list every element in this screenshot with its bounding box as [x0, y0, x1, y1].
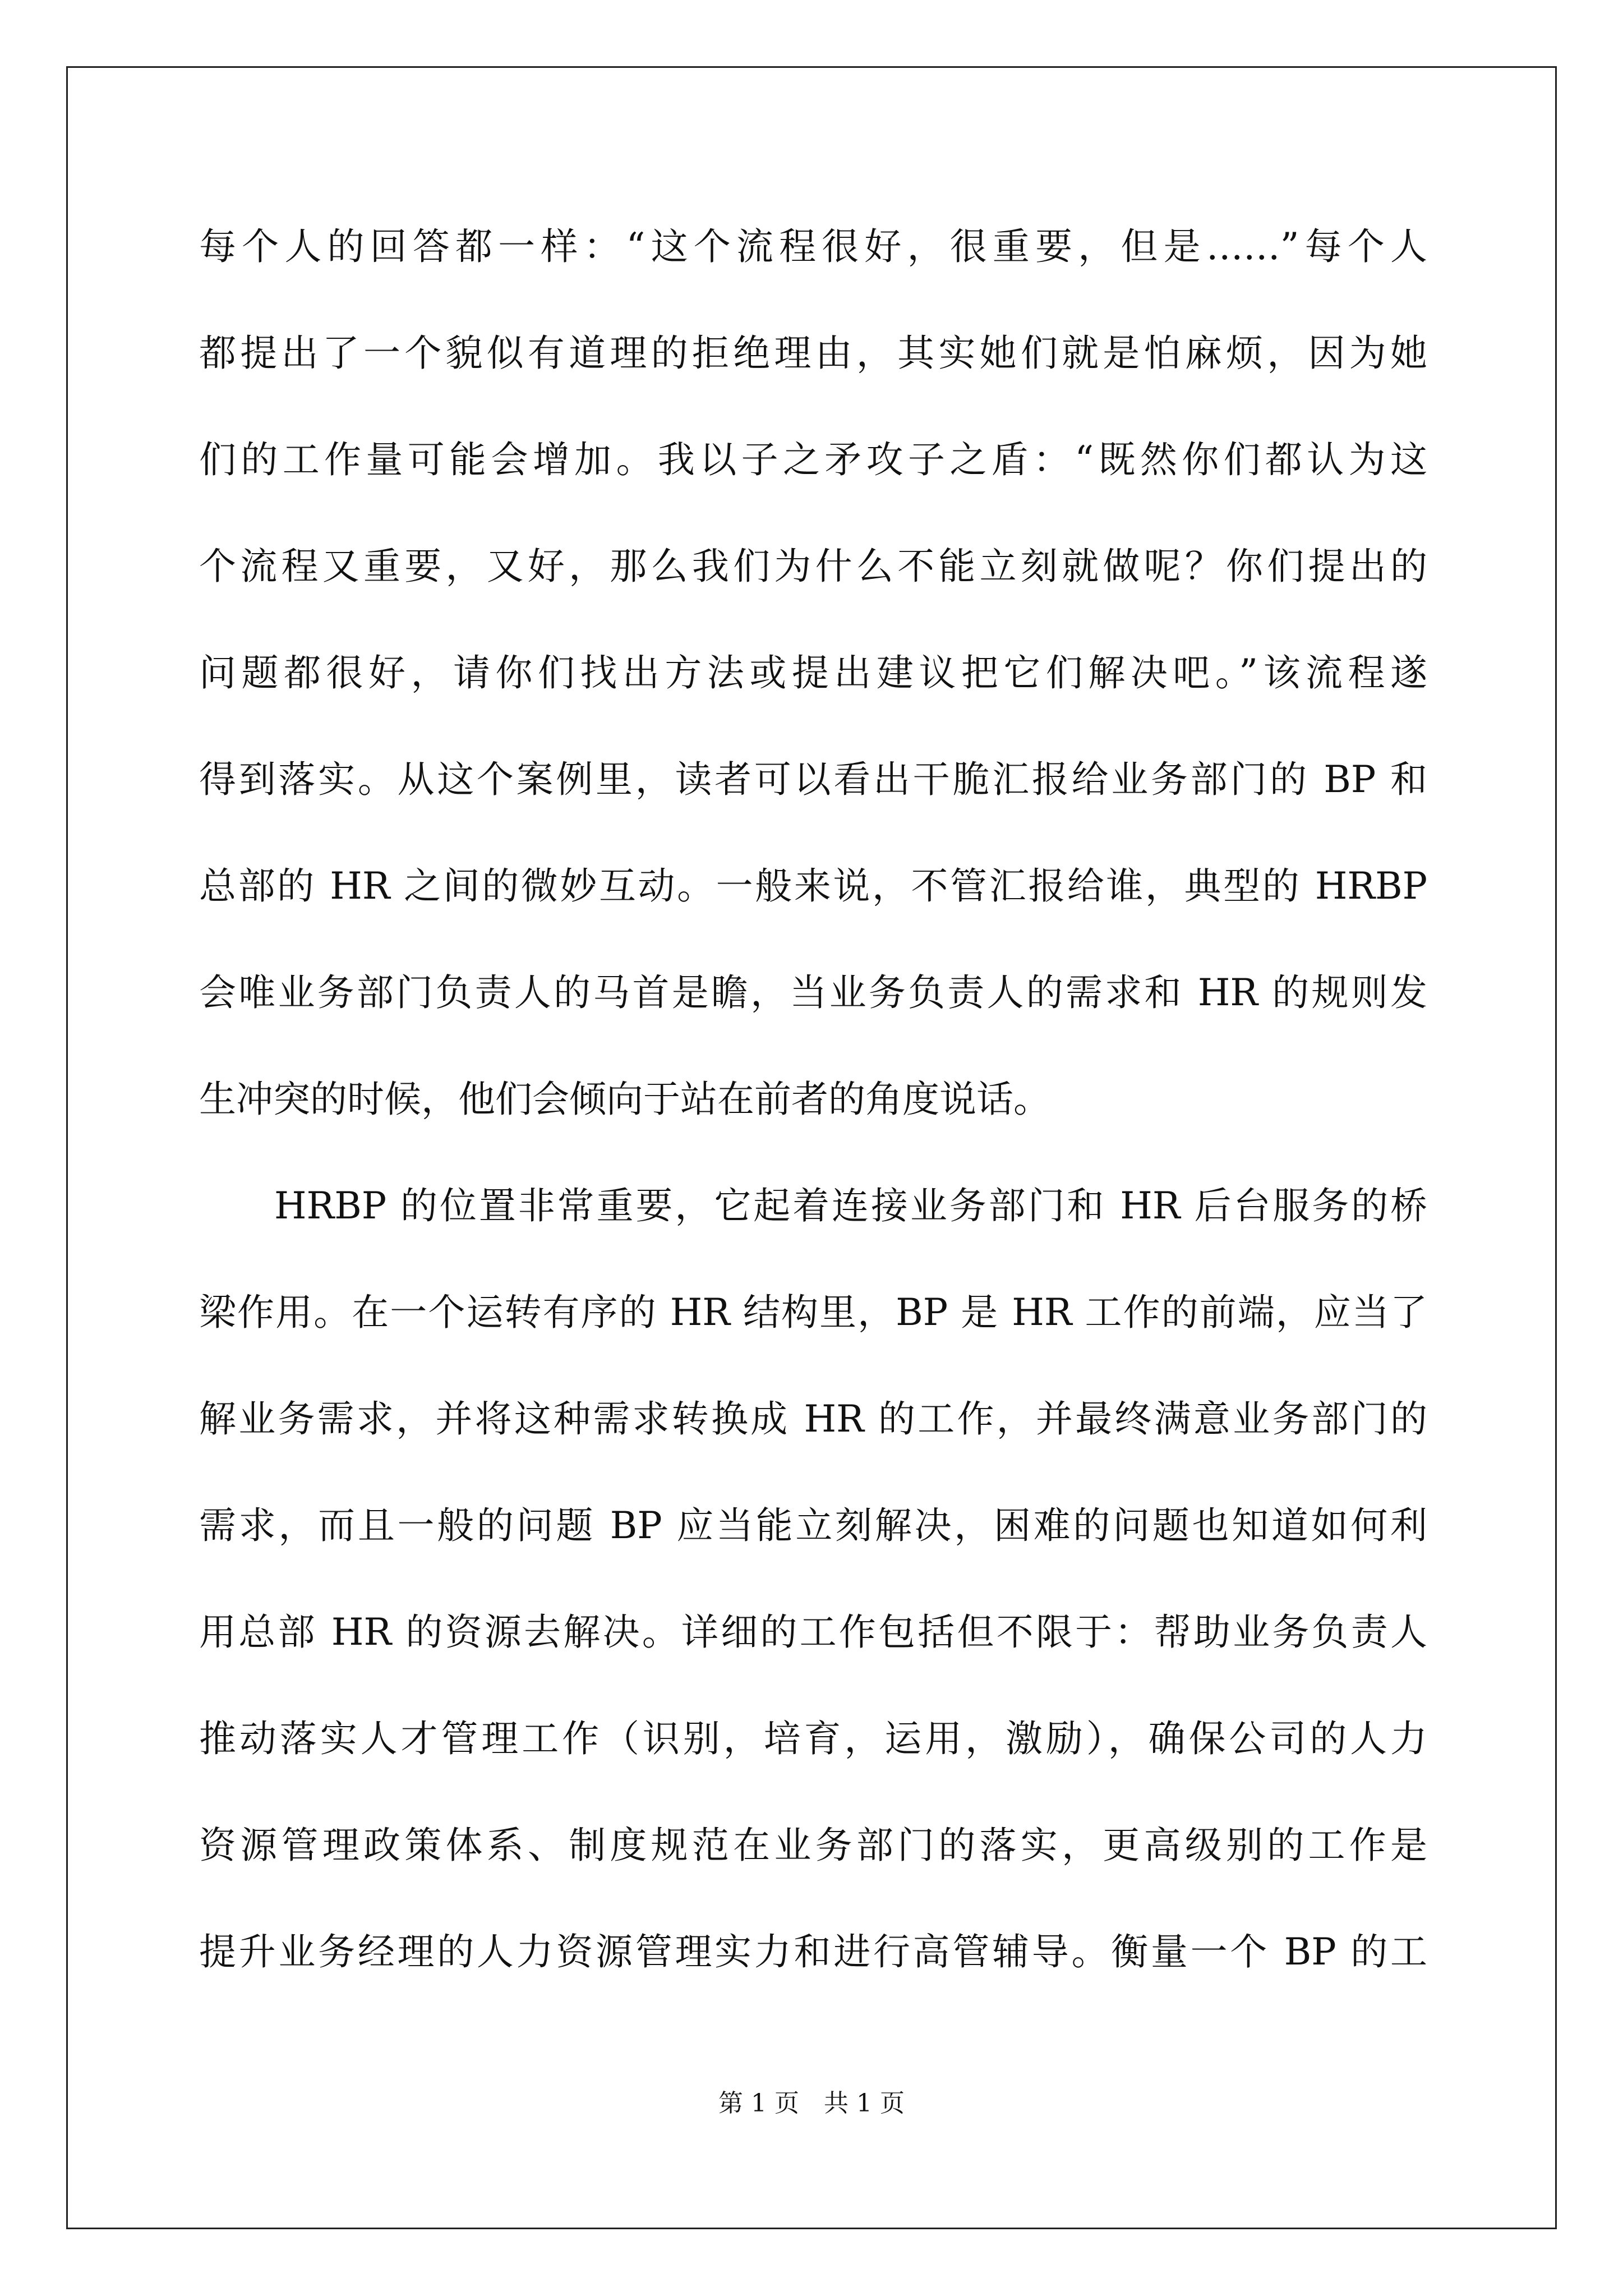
- text-line: 解业务需求，并将这种需求转换成 HR 的工作，并最终满意业务部门的: [199, 1397, 1427, 1441]
- text-line: 都提出了一个貌似有道理的拒绝理由，其实她们就是怕麻烦，因为她: [199, 332, 1427, 375]
- page-number: 第 1 页 共 1 页: [718, 2089, 905, 2118]
- text-line: 每个人的回答都一样：“这个流程很好，很重要，但是……”每个人: [199, 225, 1427, 268]
- text-line: 推动落实人才管理工作（识别，培育，运用，激励），确保公司的人力: [199, 1717, 1427, 1760]
- text-line: 梁作用。在一个运转有序的 HR 结构里，BP 是 HR 工作的前端，应当了: [199, 1291, 1427, 1334]
- text-line: 总部的 HR 之间的微妙互动。一般来说，不管汇报给谁，典型的 HRBP: [199, 864, 1427, 908]
- document-body: [199, 208, 1427, 2019]
- text-line: 生冲突的时候，他们会倾向于站在前者的角度说话。: [199, 1078, 1050, 1121]
- text-line: 提升业务经理的人力资源管理实力和进行高管辅导。衡量一个 BP 的工: [199, 1930, 1427, 1973]
- paragraph: [199, 208, 1427, 1167]
- paragraph: [199, 1167, 1427, 2019]
- text-line: 用总部 HR 的资源去解决。详细的工作包括但不限于：帮助业务负责人: [199, 1611, 1427, 1654]
- text-line: 问题都很好，请你们找出方法或提出建议把它们解决吧。”该流程遂: [199, 651, 1427, 694]
- text-line: 得到落实。从这个案例里，读者可以看出干脆汇报给业务部门的 BP 和: [199, 758, 1427, 801]
- text-line: 会唯业务部门负责人的马首是瞻，当业务负责人的需求和 HR 的规则发: [199, 971, 1427, 1014]
- text-line: 需求，而且一般的问题 BP 应当能立刻解决，困难的问题也知道如何利: [199, 1504, 1427, 1547]
- text-line: 们的工作量可能会增加。我以子之矛攻子之盾：“既然你们都认为这: [199, 438, 1427, 481]
- text-line: HRBP 的位置非常重要，它起着连接业务部门和 HR 后台服务的桥: [274, 1184, 1427, 1227]
- text-line: 资源管理政策体系、制度规范在业务部门的落实，更高级别的工作是: [199, 1824, 1427, 1867]
- text-line: 个流程又重要，又好，那么我们为什么不能立刻就做呢？你们提出的: [199, 545, 1427, 588]
